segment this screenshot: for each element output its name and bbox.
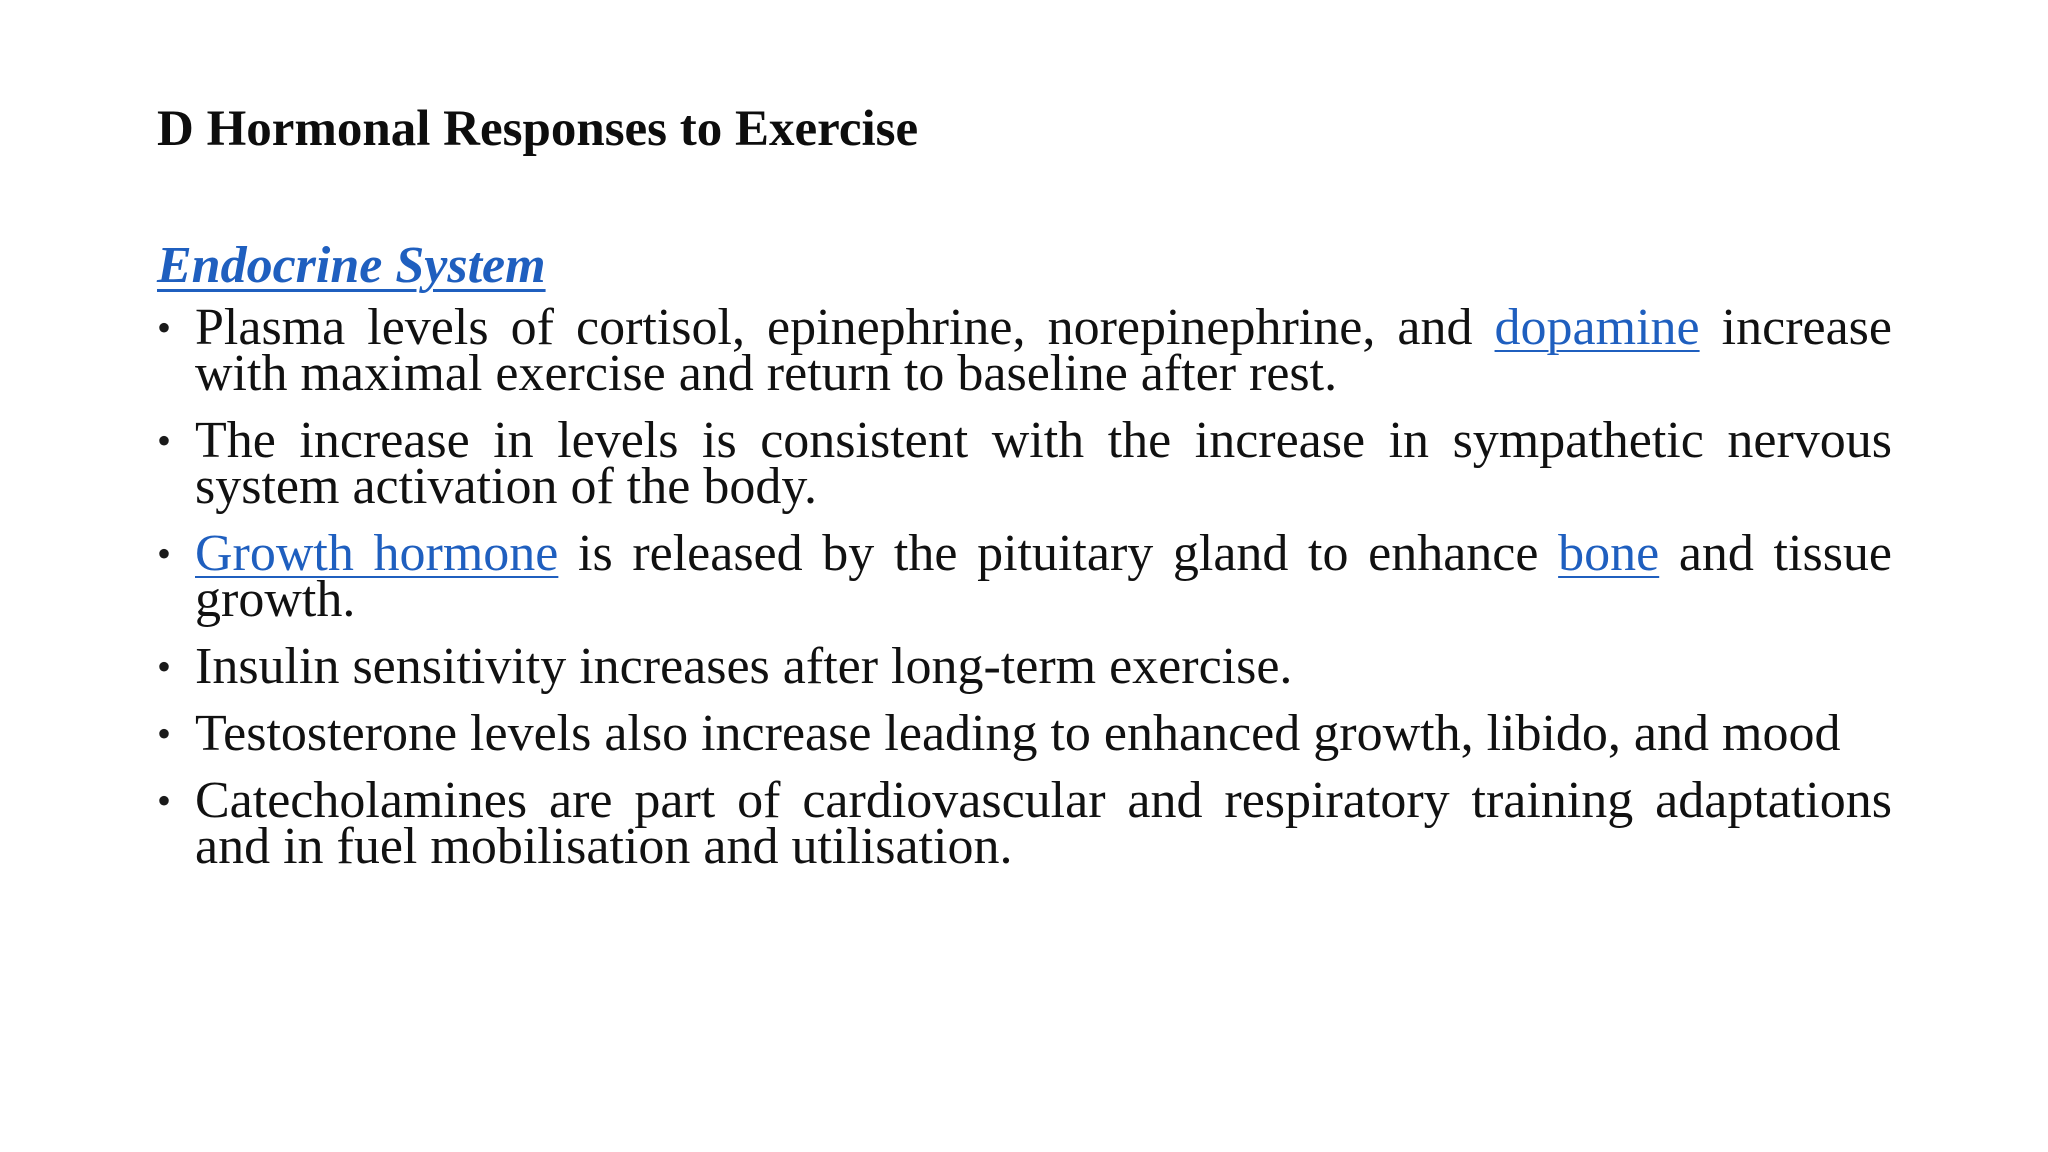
bullet-list	[157, 299, 1893, 891]
list-item-testosterone	[157, 705, 1892, 762]
bullet-text: is released by the pituitary gland to enhance	[558, 525, 1559, 582]
bone-link[interactable]: bone	[1558, 525, 1660, 582]
bullet-icon: •	[157, 305, 172, 350]
list-item-catecholamines	[157, 772, 1892, 875]
growth-hormone-link[interactable]: Growth hormone	[195, 525, 559, 582]
slide-title: D Hormonal Responses to Exercise	[157, 101, 919, 157]
list-item-growth-hormone	[157, 525, 1893, 628]
bullet-text: Catecholamines are part of cardiovascular and respiratory training adaptations and in fuel mobilisation and utilisation.	[195, 772, 1892, 875]
bullet-icon: •	[157, 531, 172, 576]
list-item-plasma-levels	[157, 299, 1892, 402]
dopamine-link[interactable]: dopamine	[1494, 299, 1700, 356]
bullet-text: The increase in levels is consistent with the increase in sympathetic nervous system activation of the body.	[195, 412, 1892, 515]
bullet-icon: •	[157, 644, 172, 689]
bullet-text: and tissue growth.	[195, 525, 1893, 628]
endocrine-system-link[interactable]: Endocrine System	[157, 237, 546, 294]
bullet-text: Insulin sensitivity increases after long-term exercise.	[195, 638, 1293, 695]
bullet-icon: •	[157, 711, 172, 756]
list-item-insulin	[157, 638, 1892, 695]
bullet-text: Testosterone levels also increase leading to enhanced growth, libido, and mood	[195, 705, 1841, 762]
bullet-icon: •	[157, 778, 172, 823]
list-item-sympathetic	[157, 412, 1892, 515]
bullet-text: Plasma levels of cortisol, epinephrine, norepinephrine, and	[195, 299, 1495, 356]
bullet-icon: •	[157, 418, 172, 463]
bullet-text: increase with maximal exercise and return to baseline after rest.	[195, 299, 1892, 402]
